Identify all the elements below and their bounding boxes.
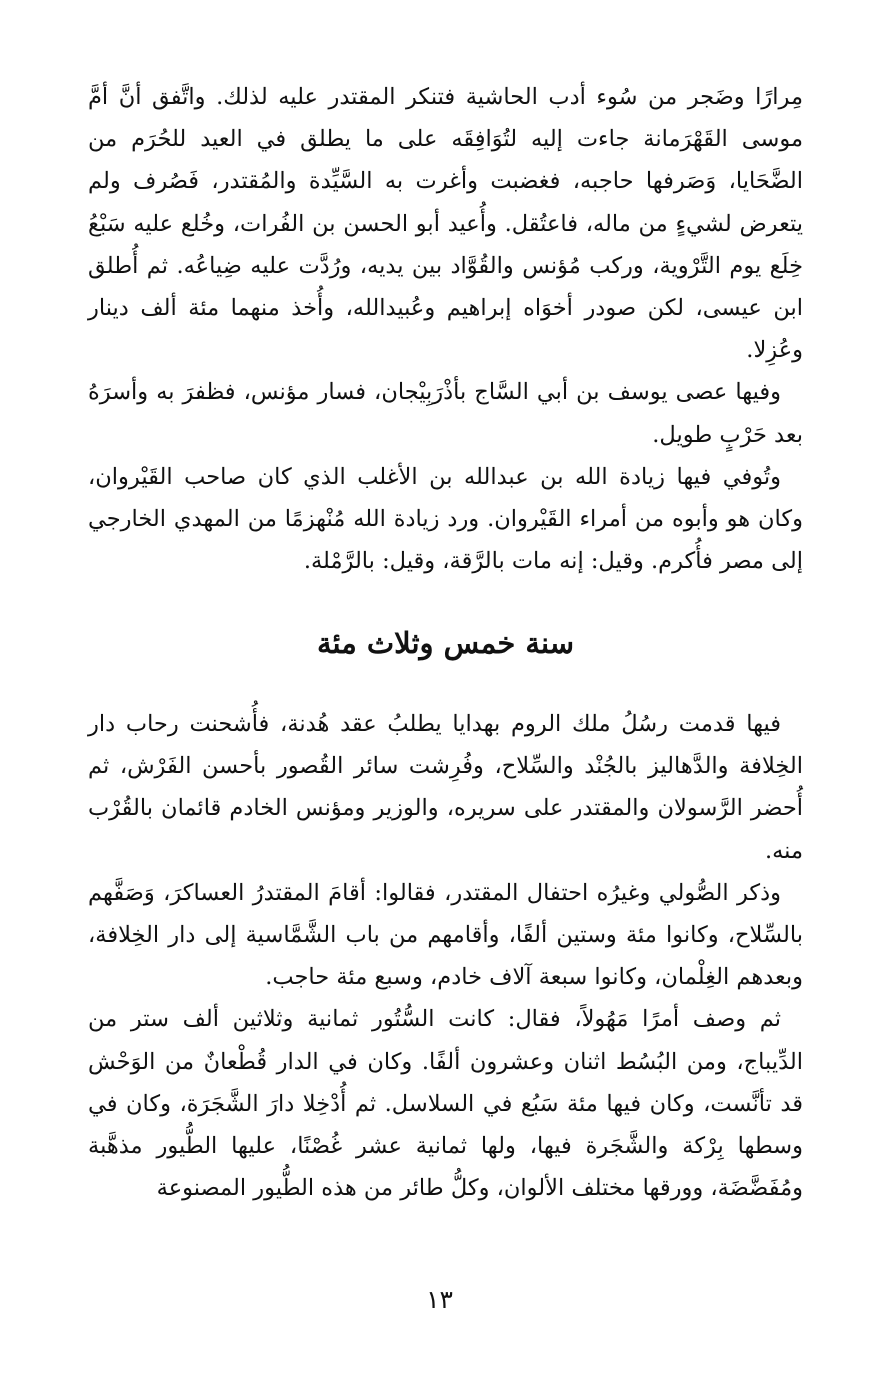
paragraph-yusuf-ibn-abi-saj: وفيها عصى يوسف بن أبي السَّاج بأذْرَبِيْجان، فسار مؤنس، فظفرَ به وأسرَهُ بعد حَرْبٍ طويل. <box>88 379 803 448</box>
section-heading: سنة خمس وثلاث مئة <box>316 626 575 660</box>
top-text-block <box>88 76 803 582</box>
paragraph-curtains-and-tree: ثم وصف أمرًا مَهُولاً، فقال: كانت السُّتُور ثمانية وثلاثين ألف ستر من الدِّيباج، ومن البُسُط اثنان وعشرون ألفًا. وكان في الدار قُطْعانٌ من الوَحْش قد تأنَّست، وكان فيها مئة سَبُع في السلاسل. ثم أُدْخِلا دارَ الشَّجَرَة، وكان في وسطها بِرْكة والشَّجَرة فيها، ولها ثمانية عشر غُصْنًا، عليها الطُّيور مذهَّبة ومُفَضَّضَة، وورقها مختلف الألوان، وكلُّ طائر من هذه الطُّيور المصنوعة <box>88 1006 803 1202</box>
paragraph-byzantine-envoys: فيها قدمت رسُلُ ملك الروم بهدايا يطلبُ عقد هُدنة، فأُشحنت رحاب دار الخِلافة والدَّهاليز بالجُنْد والسِّلاح، وفُرِشت سائر القُصور بأحسن الفَرْش، ثم أُحضر الرَّسولان والمقتدر على سريره، والوزير ومؤنس الخادم قائمان بالقُرْب منه. <box>88 711 803 864</box>
paragraph-ziyadat-allah: وتُوفي فيها زيادة الله بن عبدالله بن الأغلب الذي كان صاحب القَيْروان، وكان هو وأبوه من أمراء القَيْروان. ورد زيادة الله مُنْهزمًا من المهدي الخارجي إلى مصر فأُكرم. وقيل: إنه مات بالرَّقة، وقيل: بالرَّمْلة. <box>88 463 803 575</box>
paragraph-suli-account: وذكر الصُّولي وغيرُه احتفال المقتدر، فقالوا: أقامَ المقتدرُ العساكرَ، وَصَفَّهم بالسِّلاح، وكانوا مئة وستين ألفًا، وأقامهم من باب الشَّمَّاسية إلى دار الخِلافة، وبعدهم الغِلْمان، وكانوا سبعة آلاف خادم، وسبع مئة حاجب. <box>88 879 803 991</box>
bottom-text-block <box>88 703 803 1209</box>
paragraph-ibn-isa-dismissal: مِرارًا وضَجر من سُوء أدب الحاشية فتنكر المقتدر عليه لذلك. واتَّفق أنَّ أمَّ موسى القَهْرَمانة جاءت إليه لتُوَافِقَه على ما يطلق في العيد للحُرَم من الضَّحَايا، وَصَرفها حاجبه، فغضبت وأغرت به السَّيِّدة والمُقتدر، فَصُرف ولم يتعرض لشيءٍ من ماله، فاعتُقل. وأُعيد أبو الحسن بن الفُرات، وخُلع عليه سَبْعُ خِلَع يوم التَّرْوية، وركب مُؤنس والقُوَّاد بين يديه، ورُدَّت عليه ضِياعُه. ثم أُطلق ابن عيسى، لكن صودر أخوَاه إبراهيم وعُبيدالله، وأُخذ منهما مئة ألف دينار وعُزِلا. <box>88 84 803 364</box>
page-number: ١٣ <box>426 1285 453 1314</box>
